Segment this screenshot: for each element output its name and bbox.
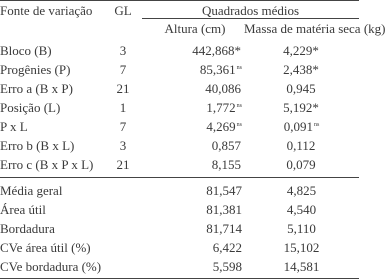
significance-mark: ns [236,65,242,71]
summary-altura: 5,598 [212,259,242,274]
summary-label: Área útil [0,202,46,217]
summary-massa: 4,540 [286,202,317,217]
row-fonte: Bloco (B) [0,43,52,58]
header-fonte: Fonte de variação [0,3,93,18]
row-altura: $4,269^{ns}$ [206,119,242,134]
summary-altura: 81,381 [206,202,242,217]
header-altura: Altura (cm) [164,21,226,36]
row-fonte: Posição (L) [0,100,61,115]
row-altura: 442,868* [192,43,241,58]
row-fonte: P x L [0,119,28,134]
summary-massa: 15,102 [283,240,320,255]
row-altura: $1,772^{ns}$ [206,100,242,115]
row-fonte: Erro a (B x P) [0,81,73,96]
row-gl: 7 [119,119,127,134]
significance-mark: ns [313,122,320,128]
summary-divider-rule [0,177,359,178]
significance-mark: ns [236,122,242,128]
header-sub-rule [142,18,359,19]
row-altura: 8,155 [211,157,241,172]
row-altura: 0,857 [211,138,241,153]
row-fonte: Erro b (B x L) [0,138,75,153]
row-altura: 40,086 [205,81,241,96]
summary-massa: 4,825 [286,183,317,198]
significance-mark: ns [236,103,242,109]
row-gl: 7 [119,62,127,77]
row-altura: $85,361^{ns}$ [199,62,242,77]
row-fonte: Progênies (P) [0,62,71,77]
summary-altura: 81,547 [206,183,242,198]
row-fonte: Erro c (B x P x L) [0,157,94,172]
summary-altura: 81,714 [206,221,242,236]
row-massa: 0,945 [286,81,316,96]
header-quadrados-medios: Quadrados médios [201,3,300,18]
row-gl: 1 [119,100,127,115]
row-gl: 3 [119,43,127,58]
summary-label: CVe bordadura (%) [0,259,102,274]
row-massa: $0,091^{ns}$ [283,119,320,134]
row-massa: 4,229* [283,43,319,58]
summary-label: Bordadura [0,221,55,236]
summary-massa: 14,581 [283,259,320,274]
row-gl: 21 [116,157,130,172]
row-massa: 2,438* [283,62,319,77]
row-gl: 3 [119,138,127,153]
row-massa: 0,079 [286,157,316,172]
header-gl: GL [114,3,132,18]
summary-altura: 6,422 [212,240,242,255]
row-massa: 0,112 [286,138,316,153]
summary-label: Média geral [0,183,63,198]
row-gl: 21 [116,81,130,96]
header-massa: Massa de matéria seca (kg) [244,21,386,36]
row-massa: 5,192* [283,100,319,115]
table-top-rule [0,0,359,1]
summary-label: CVe área útil (%) [0,240,91,255]
summary-massa: 5,110 [287,221,316,236]
